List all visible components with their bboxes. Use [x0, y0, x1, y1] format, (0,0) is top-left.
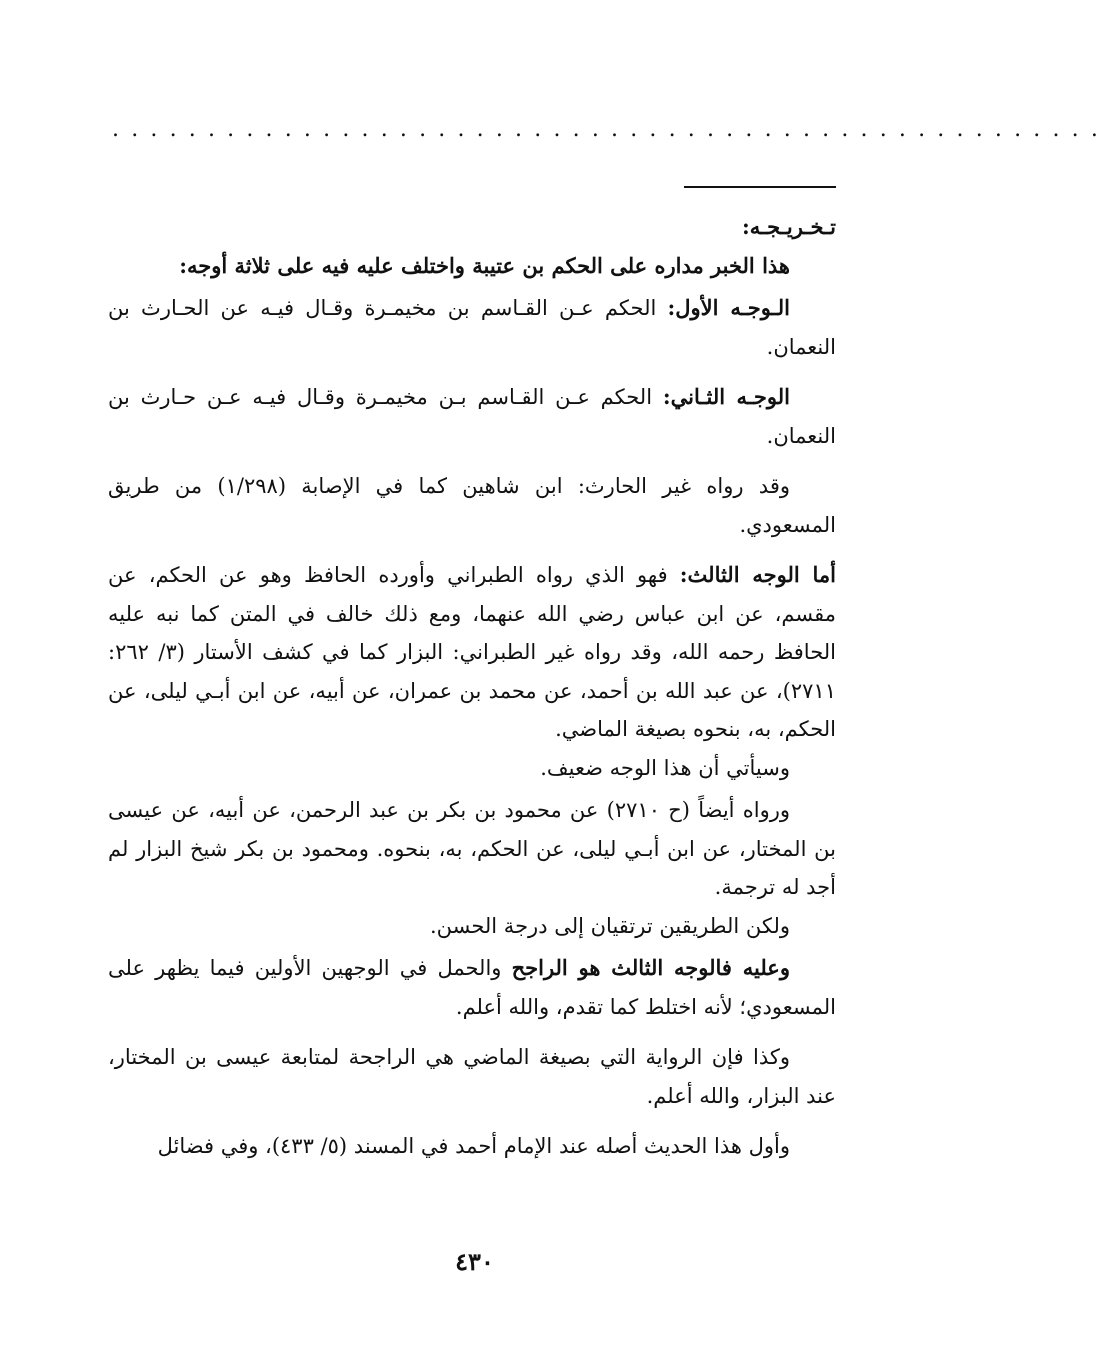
paragraph-first-aspect	[108, 289, 836, 366]
paragraph-conclusion	[108, 949, 836, 1026]
paragraph-text: وقد رواه غير الحارث: ابن شاهين كما في الإصابة (١/٢٩٨) من طريق المسعودي.	[108, 474, 836, 537]
paragraph-lead: هذا الخبر مداره على الحكم بن عتيبة واختلف عليه فيه على ثلاثة أوجه:	[179, 252, 790, 278]
paragraph-also-narrated	[108, 791, 836, 907]
paragraph-hasan-grade	[108, 907, 836, 946]
paragraph-lead: وعليه فالوجه الثالث هو الراجح	[511, 955, 790, 980]
paragraph-text: وأول هذا الحديث أصله عند الإمام أحمد في المسند (٥/ ٤٣٣)، وفي فضائل	[157, 1134, 790, 1158]
paragraph-text: الحكم عـن القـاسم بن مخيمـرة وقـال فيـه عن الحـارث بن النعمان.	[108, 296, 836, 359]
paragraph-lead: الوجـه الثـاني:	[662, 384, 790, 409]
paragraph-third-aspect	[108, 556, 836, 749]
footnote-rule	[684, 186, 836, 188]
paragraph-musnad	[108, 1127, 836, 1166]
paragraph-lead: أما الوجه الثالث:	[679, 562, 836, 587]
page-number: ٤٣٠	[455, 1247, 494, 1276]
paragraph-second-aspect	[108, 378, 836, 455]
paragraph-text: فهو الذي رواه الطبراني وأورده الحافظ وهو عن الحكم، عن مقسم، عن ابن عباس رضي الله عنهما، ومع ذلك خالف في المتن كما نبه عليه الحافظ رحمه الله، وقد رواه غير الطبراني: البزار كما في كشف الأستار (٣/ ٢٦٢: ٢٧١١)، عن عبد الله بن أحمد، عن محمد بن عمران، عن أبيه، عن ابن أبـي ليلى، عن الحكم، به، بنحوه بصيغة الماضي.	[108, 563, 836, 741]
page-body	[108, 208, 836, 1178]
paragraph-text: الحكم عـن القـاسم بـن مخيمـرة وقـال فيـه عـن حـارث بن النعمان.	[108, 385, 836, 448]
dotted-separator: ....................................................	[112, 117, 1110, 142]
paragraph-text: وكذا فإن الرواية التي بصيغة الماضي هي الراجحة لمتابعة عيسى بن المختار، عند البزار، والله أعلم.	[108, 1045, 836, 1108]
section-heading: تـخـريـجـه:	[741, 214, 836, 239]
paragraph-other-narration	[108, 467, 836, 544]
paragraph-lead: الـوجـه الأول:	[667, 295, 790, 320]
paragraph-weak-note	[108, 749, 836, 788]
paragraph-text: ولكن الطريقين ترتقيان إلى درجة الحسن.	[429, 913, 790, 938]
paragraph-text: ورواه أيضاً (ح ٢٧١٠) عن محمود بن بكر بن عبد الرحمن، عن أبيه، عن عيسى بن المختار، عن ابن أبـي ليلى، عن الحكم، به، بنحوه. ومحمود بن بكر شيخ البزار لم أجد له ترجمة.	[108, 798, 836, 899]
paragraph-intro	[108, 247, 836, 286]
paragraph-past-tense	[108, 1038, 836, 1115]
paragraph-text: وسيأتي أن هذا الوجه ضعيف.	[540, 755, 790, 780]
paragraph-text: والحمل في الوجهين الأولين فيما يظهر على المسعودي؛ لأنه اختلط كما تقدم، والله أعلم.	[108, 956, 836, 1019]
